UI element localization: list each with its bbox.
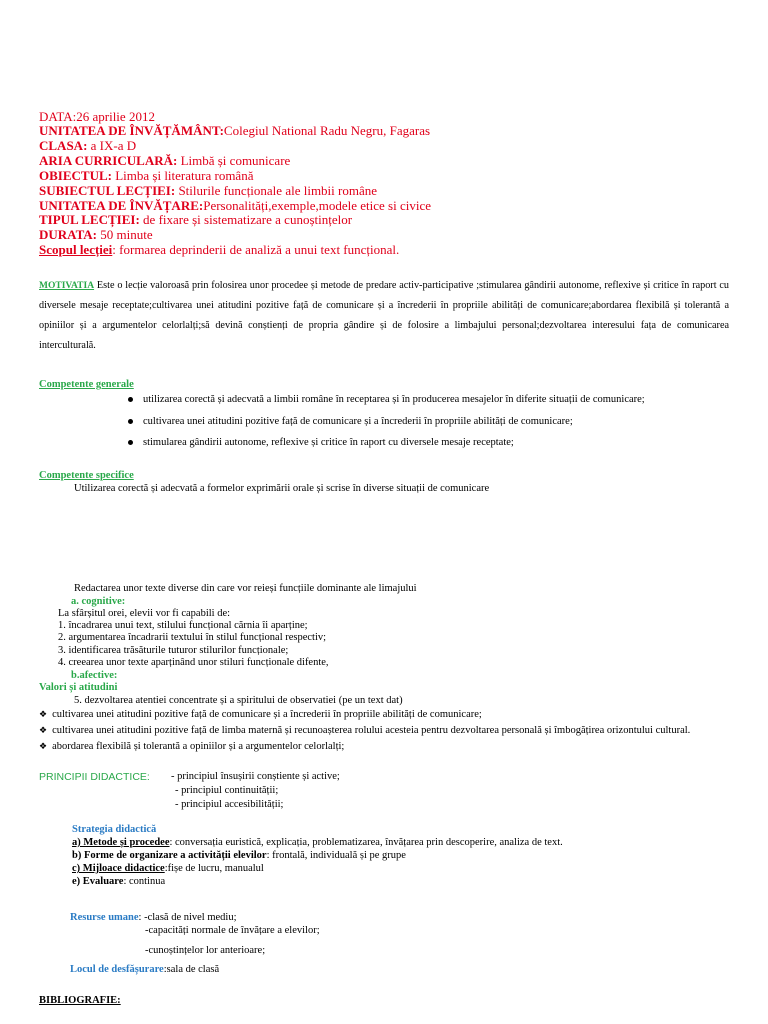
competenta-generala-text: cultivarea unei atitudini pozitive față de comunicare și a încrederii în propriile abilități de comunicare; <box>143 416 573 427</box>
evaluare-value: : continua <box>123 876 166 887</box>
afective-item-text: cultivarea unei atitudini pozitive față de comunicare și a încrederii în propriile abilități de comunicare; <box>52 709 482 720</box>
unitatea-line <box>39 124 430 138</box>
evaluare-label: e) Evaluare <box>72 876 124 887</box>
subiectul-value: Stilurile funcționale ale limbii române <box>175 183 378 198</box>
competenta-generala-1 <box>128 394 645 405</box>
durata-label: DURATA: <box>39 227 98 242</box>
unitatea-label: UNITATEA DE ÎNVĂȚĂMÂNT: <box>39 123 224 138</box>
cognitive-item-4: 4. creearea unor texte aparținând unor stiluri funcționale difente, <box>58 657 329 668</box>
metode-value: : conversația euristică, explicația, problematizarea, învățarea prin descoperire, analiza de text. <box>169 837 563 848</box>
date-line <box>39 110 155 124</box>
unitatea-invatare-line <box>39 199 431 213</box>
unitatea-invatare-label: UNITATEA DE ÎNVĂȚARE: <box>39 198 204 213</box>
resurse-item-1: : -clasă de nivel mediu; <box>138 912 237 923</box>
diamond-bullet-icon: ❖ <box>39 741 48 751</box>
unitatea-value: Colegiul National Radu Negru, Fagaras <box>223 123 431 138</box>
diamond-bullet-icon: ❖ <box>39 725 48 735</box>
locul-value: :sala de clasă <box>163 964 220 975</box>
scopul-label: Scopul lecției <box>39 242 113 257</box>
competente-generale-label: Competente generale <box>39 379 134 390</box>
evaluare-line <box>72 876 165 887</box>
clasa-value: a IX-a D <box>87 138 137 153</box>
cognitive-intro: La sfârșitul orei, elevii vor fi capabili de: <box>58 608 231 619</box>
afective-item-text: cultivarea unei atitudini pozitive față de limba maternă și recunoașterea rolului acesteia pentru dezvoltarea personală și îmbogățirea orizontului cultural. <box>52 725 691 736</box>
resurse-line <box>70 912 237 923</box>
valori-label: Valori și atitudini <box>39 682 118 693</box>
locul-label: Locul de desfășurare <box>70 964 164 975</box>
scopul-value: : formarea deprinderii de analiză a unui text funcțional. <box>112 242 400 257</box>
afective-item-5: 5. dezvoltarea atentiei concentrate și a spiritului de observatiei (pe un text dat) <box>74 695 403 706</box>
forme-line <box>72 850 406 861</box>
date-text: DATA:26 aprilie 2012 <box>39 109 155 124</box>
durata-value: 50 minute <box>97 227 153 242</box>
competente-specifice-label: Competente specifice <box>39 470 134 481</box>
principiu-1: - principiul însușirii conștiente și active; <box>171 771 340 782</box>
competenta-specifica-1: Utilizarea corectă și adecvată a formelor exprimării orale și scrise în diverse situații de comunicare <box>74 483 490 494</box>
scopul-line <box>39 243 399 257</box>
mijloace-value: :fișe de lucru, manualul <box>164 863 264 874</box>
tipul-label: TIPUL LECȚIEI: <box>39 212 140 227</box>
mijloace-label: c) Mijloace didactice <box>72 863 165 874</box>
competenta-generala-3 <box>128 437 514 448</box>
resurse-label: Resurse umane <box>70 912 139 923</box>
tipul-line <box>39 213 352 227</box>
aria-label: ARIA CURRICULARĂ: <box>39 153 178 168</box>
metode-line <box>72 837 563 848</box>
principii-label: PRINCIPII DIDACTICE: <box>39 771 150 783</box>
forme-value: : frontală, individuală și pe grupe <box>266 850 406 861</box>
motivatia-paragraph <box>39 276 729 356</box>
competenta-generala-2 <box>128 416 573 427</box>
unitatea-invatare-value: Personalități,exemple,modele etice si civice <box>203 198 431 213</box>
forme-label: b) Forme de organizare a activității elevilor <box>72 850 267 861</box>
resurse-item-2: -capacități normale de învățare a elevilor; <box>145 925 320 936</box>
subiectul-line <box>39 184 377 198</box>
aria-value: Limbă și comunicare <box>177 153 291 168</box>
aria-line <box>39 154 290 168</box>
motivatia-label: MOTIVATIA <box>39 281 95 291</box>
competenta-generala-text: stimularea gândirii autonome, reflexive și critice în raport cu diversele mesaje receptate; <box>143 437 514 448</box>
metode-label: a) Metode și procedee <box>72 837 170 848</box>
durata-line <box>39 228 153 242</box>
competenta-specifica-2: Redactarea unor texte diverse din care vor reieși funcțiile dominante ale limajului <box>74 583 417 594</box>
subiectul-label: SUBIECTUL LECȚIEI: <box>39 183 176 198</box>
cognitive-item-2: 2. argumentarea încadrarii textului în stilul funcțional respectiv; <box>58 632 327 643</box>
afective-label: b.afective: <box>71 670 118 681</box>
obiectul-value: Limba și literatura română <box>111 168 254 183</box>
resurse-item-3: -cunoștințelor lor anterioare; <box>145 945 266 956</box>
afective-item-3 <box>39 741 344 752</box>
bullet-icon <box>128 397 133 402</box>
clasa-label: CLASA: <box>39 138 88 153</box>
competenta-generala-text: utilizarea corectă și adecvată a limbii române în receptarea și în producerea mesajelor în diferite situații de comunicare; <box>143 394 645 405</box>
locul-line <box>70 964 219 975</box>
clasa-line <box>39 139 136 153</box>
principiu-2: - principiul continuității; <box>175 785 279 796</box>
principiu-3: - principiul accesibilității; <box>175 799 284 810</box>
diamond-bullet-icon: ❖ <box>39 709 48 719</box>
cognitive-label: a. cognitive: <box>71 596 126 607</box>
obiectul-line <box>39 169 253 183</box>
cognitive-item-1: 1. încadrarea unui text, stilului funcțional cărnia îi aparține; <box>58 620 308 631</box>
cognitive-item-3: 3. identificarea trăsăturile tuturor stilurilor funcționale; <box>58 645 289 656</box>
mijloace-line <box>72 863 264 874</box>
tipul-value: de fixare și sistematizare a cunoștințelor <box>139 212 353 227</box>
motivatia-text: Este o lecție valoroasă prin folosirea unor procedee și metode de predare activ-participative ;stimularea gândirii autonome, reflexive și critice în raport cu diversele mesaje receptate;cultivarea unei atitudini pozitive față de comunicare și a încrederii în propriile abilități de comunicare;abordarea flexibilă și tolerantă a opiniilor și a argumentelor celorlalți;să devină conștienți de propria gândire și de folosire a limbajului personal;dezvoltarea interesului fața de comunicarea interculturală. <box>39 280 729 351</box>
strategia-label: Strategia didactică <box>72 824 157 835</box>
bullet-icon <box>128 419 133 424</box>
afective-item-2 <box>39 725 690 736</box>
afective-item-1 <box>39 709 482 720</box>
afective-item-text: abordarea flexibilă și tolerantă a opiniilor și a argumentelor celorlalți; <box>52 741 345 752</box>
bullet-icon <box>128 440 133 445</box>
obiectul-label: OBIECTUL: <box>39 168 112 183</box>
bibliografie-heading: BIBLIOGRAFIE: <box>39 995 121 1006</box>
